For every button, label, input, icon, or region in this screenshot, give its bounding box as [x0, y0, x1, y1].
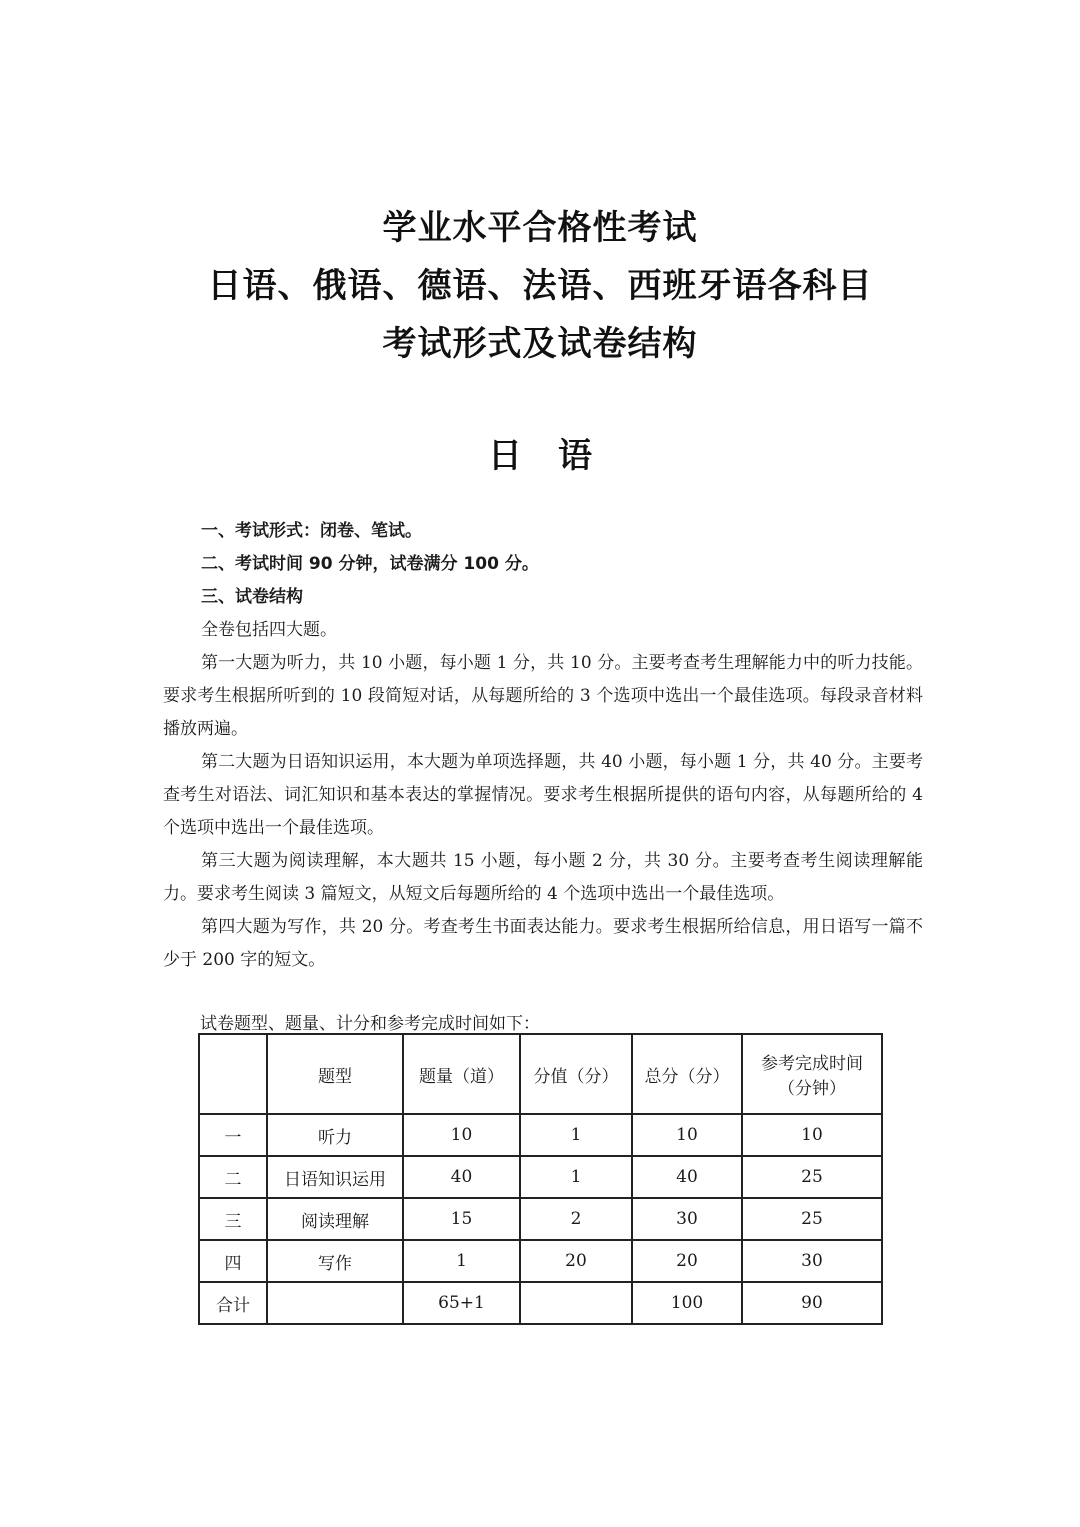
table-cell: 30 [742, 1240, 882, 1282]
doc-body [163, 515, 923, 977]
table-cell: 20 [632, 1240, 742, 1282]
table-cell: 阅读理解 [267, 1198, 403, 1240]
paragraph: 第三大题为阅读理解，本大题共 15 小题，每小题 2 分，共 30 分。主要考查考生阅读理解能力。要求考生阅读 3 篇短文，从短文后每题所给的 4 个选项中选出一个最佳选项。 [163, 851, 923, 904]
table-cell: 三 [199, 1198, 267, 1240]
table-cell: 合计 [199, 1282, 267, 1324]
table-row [199, 1240, 882, 1282]
subject-char-1: 日 [488, 436, 522, 476]
paragraph: 第二大题为日语知识运用，本大题为单项选择题，共 40 小题，每小题 1 分，共 40 分。主要考查考生对语法、词汇知识和基本表达的掌握情况。要求考生根据所提供的语句内容，从每题所给的 4 个选项中选出一个最佳选项。 [163, 752, 923, 838]
doc-title-line-3: 考试形式及试卷结构 [382, 324, 698, 364]
header-line: （分钟） [778, 1079, 846, 1099]
table-cell: 25 [742, 1198, 882, 1240]
table-cell: 90 [742, 1282, 882, 1324]
table-header-row [199, 1034, 882, 1114]
exam-structure-table [198, 1033, 883, 1325]
table-header-cell: 题型 [267, 1034, 403, 1114]
table-row [199, 1156, 882, 1198]
subject-heading [0, 428, 1080, 477]
section-paper-structure: 三、试卷结构 [201, 587, 303, 607]
table-cell: 1 [520, 1156, 632, 1198]
table-row [199, 1198, 882, 1240]
table-cell: 1 [403, 1240, 520, 1282]
table-cell: 日语知识运用 [267, 1156, 403, 1198]
table-header-cell: 分值（分） [520, 1034, 632, 1114]
table-row [199, 1114, 882, 1156]
header-line: 参考完成时间 [761, 1054, 863, 1074]
doc-title-line-1: 学业水平合格性考试 [382, 208, 698, 248]
table-header-cell [742, 1034, 882, 1114]
table-cell: 30 [632, 1198, 742, 1240]
table-header-cell: 题量（道） [403, 1034, 520, 1114]
table-cell: 四 [199, 1240, 267, 1282]
section-exam-time: 二、考试时间 90 分钟，试卷满分 100 分。 [201, 554, 539, 574]
section-exam-form: 一、考试形式：闭卷、笔试。 [201, 521, 422, 541]
paragraph: 全卷包括四大题。 [201, 620, 337, 640]
table-cell: 100 [632, 1282, 742, 1324]
table-cell: 10 [632, 1114, 742, 1156]
table-cell [520, 1282, 632, 1324]
table-cell: 25 [742, 1156, 882, 1198]
subject-char-2: 语 [558, 436, 592, 476]
table-cell: 10 [742, 1114, 882, 1156]
table-cell: 10 [403, 1114, 520, 1156]
doc-title-line-2: 日语、俄语、德语、法语、西班牙语各科目 [207, 266, 873, 306]
table-cell: 40 [403, 1156, 520, 1198]
table-cell: 2 [520, 1198, 632, 1240]
table-row-total [199, 1282, 882, 1324]
paragraph: 第一大题为听力，共 10 小题，每小题 1 分，共 10 分。主要考查考生理解能力中的听力技能。要求考生根据所听到的 10 段简短对话，从每题所给的 3 个选项中选出一个最佳选项。每段录音材料播放两遍。 [163, 653, 923, 739]
table-header-cell [199, 1034, 267, 1114]
paragraph: 第四大题为写作，共 20 分。考查考生书面表达能力。要求考生根据所给信息，用日语写一篇不少于 200 字的短文。 [163, 917, 923, 970]
table-caption: 试卷题型、题量、计分和参考完成时间如下： [200, 1014, 540, 1034]
table-cell: 15 [403, 1198, 520, 1240]
table-cell: 听力 [267, 1114, 403, 1156]
table-cell: 20 [520, 1240, 632, 1282]
table-header-cell: 总分（分） [632, 1034, 742, 1114]
table-cell: 1 [520, 1114, 632, 1156]
table-cell: 40 [632, 1156, 742, 1198]
table-cell: 一 [199, 1114, 267, 1156]
table-cell: 写作 [267, 1240, 403, 1282]
table-cell [267, 1282, 403, 1324]
table-cell: 二 [199, 1156, 267, 1198]
table-cell: 65+1 [403, 1282, 520, 1324]
